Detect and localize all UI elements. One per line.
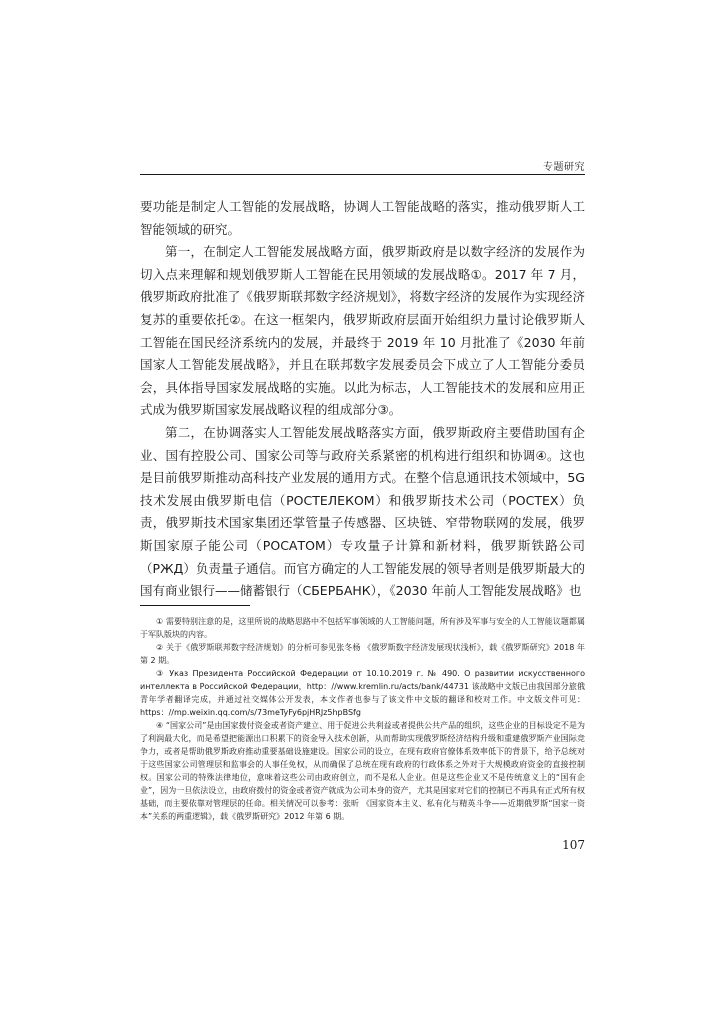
header-rule	[140, 174, 585, 175]
paragraph-1: 要功能是制定人工智能的发展战略，协调人工智能战略的落实，推动俄罗斯人工智能领域的研究。	[140, 199, 585, 237]
paragraph-3: 第二，在协调落实人工智能发展战略落实方面，俄罗斯政府主要借助国有企业、国有控股公司、国家公司等与政府关系紧密的机构进行组织和协调④。这也是目前俄罗斯推动高科技产业发展的通用方式。在整个信息通讯技术领域中，5G 技术发展由俄罗斯电信（РОСТЕЛЕКОМ）和俄罗斯技术公司（РОСТЕХ）负责，俄罗斯技术国家集团还掌管量子传感器、区块链、窄带物联网的发展，俄罗斯国家原子能公司（РОСАТОМ）专攻量子计算和新材料，俄罗斯铁路公司（РЖД）负责量子通信。而官方确定的人工智能发展的领导者则是俄罗斯最大的国有商业银行——储蓄银行（СБЕРБАНК），《2030 年前人工智能发展战略》也	[140, 424, 585, 599]
paragraph-2: 第一，在制定人工智能发展战略方面，俄罗斯政府是以数字经济的发展作为切入点来理解和规划俄罗斯人工智能在民用领域的发展战略①。2017 年 7 月，俄罗斯政府批准了《俄罗斯联邦数字经济规划》，将数字经济的发展作为实现经济复苏的重要依托②。在这一框架内，俄罗斯政府层面开始组织力量讨论俄罗斯人工智能在国民经济系统内的发展，并最终于 2019 年 10 月批准了《2030 年前国家人工智能发展战略》，并且在联邦数字发展委员会下成立了人工智能分委员会，具体指导国家发展战略的实施。以此为标志，人工智能技术的发展和应用正式成为俄罗斯国家发展战略议程的组成部分③。	[140, 244, 585, 418]
footnote-4: ④ “国家公司”是由国家拨付资金或者资产建立、用于促进公共利益或者提供公共产品的组织，这些企业的目标设定不是为了利润最大化，而是希望把能源出口积累下的资金导入技术创新，从而帮助实现俄罗斯经济结构升级和重建俄罗斯产业国际竞争力，或者是帮助俄罗斯政府推动重要基础设施建设。国家公司的设立，在现有政府官僚体系效率低下的背景下，给予总统对于这些国家公司管理层和监事会的人事任免权，从而确保了总统在现有政府的行政体系之外对于大规模政府资金的直接控制权。国家公司的特殊法律地位，意味着这些公司由政府创立，而不是私人企业。但是这些企业又不是传统意义上的“国有企业”，因为一旦依法设立，由政府拨付的资金或者资产就成为公司本身的资产，尤其是国家对它们的控制已不再具有正式所有权基础，而主要依靠对管理层的任命。相关情况可以参考：张昕 《国家资本主义、私有化与精英斗争——近期俄罗斯“国家一资本”关系的两重逻辑》，载《俄罗斯研究》2012 年第 6 期。	[140, 721, 585, 821]
footnote-3: ③ Указ Президента Российской Федерации от 10.10.2019 г. № 490. О развитии искусственного интеллекта в Российской Федерации，http：//www.kremlin.ru/acts/bank/44731 该战略中文版已由我国部分旅俄青年学者翻译完成，并通过社交媒体公开发表，本文作者也参与了该文件中文版的翻译和校对工作。中文版文件可见：https：//mp.weixin.qq.com/s/73meTyFy6pjHRJz5hpBSfg	[140, 669, 585, 717]
footnote-rule	[140, 605, 250, 606]
footnotes	[140, 615, 585, 823]
running-head: 专题研究	[543, 162, 585, 173]
body-text	[140, 196, 585, 603]
footnote-2: ② 关于《俄罗斯联邦数字经济规划》的分析可参见张冬杨 《俄罗斯数字经济发展现状浅析》，载《俄罗斯研究》2018 年第 2 期。	[140, 643, 585, 665]
page-number: 107	[562, 838, 585, 852]
footnote-1: ① 需要特别注意的是，这里所说的战略思路中不包括军事领域的人工智能问题，所有涉及军事与安全的人工智能议题都属于军队版块的内容。	[140, 617, 585, 639]
